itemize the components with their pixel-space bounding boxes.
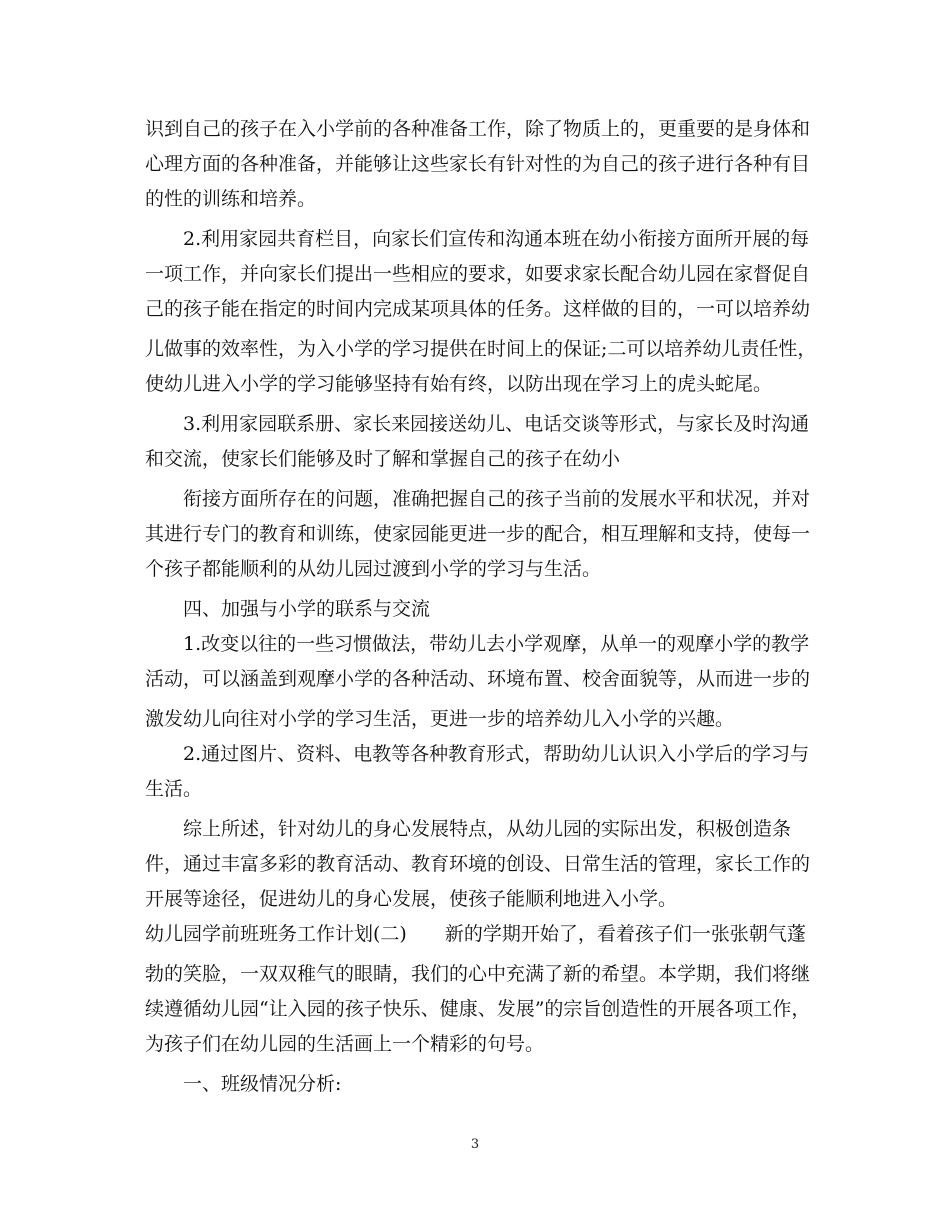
page-number: 3: [470, 1137, 480, 1152]
text-line: 生活。: [145, 778, 203, 800]
text-line: 3.利用家园联系册、家长来园接送幼儿、电话交谈等形式，与家长及时沟通: [183, 413, 810, 435]
text-line: 2.利用家园共育栏目，向家长们宣传和沟通本班在幼小衔接方面所开展的每: [183, 228, 810, 250]
text-line: 为孩子们在幼儿园的生活画上一个精彩的句号。: [145, 1033, 545, 1055]
text-line: 其进行专门的教育和训练，使家园能更进一步的配合，相互理解和支持，使每一: [145, 523, 811, 545]
text-line: 儿做事的效率性，为入小学的学习提供在时间上的保证;二可以培养幼儿责任性，: [145, 338, 817, 360]
section-heading: 四、加强与小学的联系与交流: [183, 598, 431, 620]
text-line: 和交流，使家长们能够及时了解和掌握自己的孩子在幼小: [145, 448, 621, 470]
text-line: 活动，可以涵盖到观摩小学的各种活动、环境布置、校舍面貌等，从而进一步的: [145, 668, 811, 690]
text-line: 综上所述，针对幼儿的身心发展特点，从幼儿园的实际出发，积极创造条: [183, 818, 792, 840]
text-line: 一项工作，并向家长们提出一些相应的要求，如要求家长配合幼儿园在家督促自: [145, 263, 811, 285]
text-line: 1.改变以往的一些习惯做法，带幼儿去小学观摩，从单一的观摩小学的教学: [183, 633, 810, 655]
text-line: 开展等途径，促进幼儿的身心发展，使孩子能顺利地进入小学。: [145, 888, 678, 910]
text-line: 个孩子都能顺利的从幼儿园过渡到小学的学习与生活。: [145, 558, 602, 580]
text-line: 衔接方面所存在的问题，准确把握自己的孩子当前的发展水平和状况，并对: [183, 488, 811, 510]
text-line: 的性的训练和培养。: [145, 188, 317, 210]
text-line: 己的孩子能在指定的时间内完成某项具体的任务。这样做的目的，一可以培养幼: [145, 298, 811, 320]
text-line: 心理方面的各种准备，并能够让这些家长有针对性的为自己的孩子进行各种有目: [145, 153, 811, 175]
text-line: 续遵循幼儿园“让入园的孩子快乐、健康、发展”的宗旨创造性的开展各项工作，: [145, 998, 811, 1020]
text-line: 件，通过丰富多彩的教育活动、教育环境的创设、日常生活的管理，家长工作的: [145, 853, 811, 875]
text-line: 2.通过图片、资料、电教等各种教育形式，帮助幼儿认识入小学后的学习与: [183, 743, 810, 765]
text-line: 激发幼儿向往对小学的学习生活，更进一步的培养幼儿入小学的兴趣。: [145, 708, 735, 730]
text-line: 识到自己的孩子在入小学前的各种准备工作，除了物质上的，更重要的是身体和: [145, 118, 811, 140]
section-heading: 一、班级情况分析:: [183, 1073, 342, 1095]
text-line: 幼儿园学前班班务工作计划(二) 新的学期开始了，看着孩子们一张张朝气蓬: [145, 923, 806, 945]
text-line: 使幼儿进入小学的学习能够坚持有始有终，以防出现在学习上的虎头蛇尾。: [145, 373, 773, 395]
text-line: 勃的笑脸，一双双稚气的眼睛，我们的心中充满了新的希望。本学期，我们将继: [145, 963, 811, 985]
